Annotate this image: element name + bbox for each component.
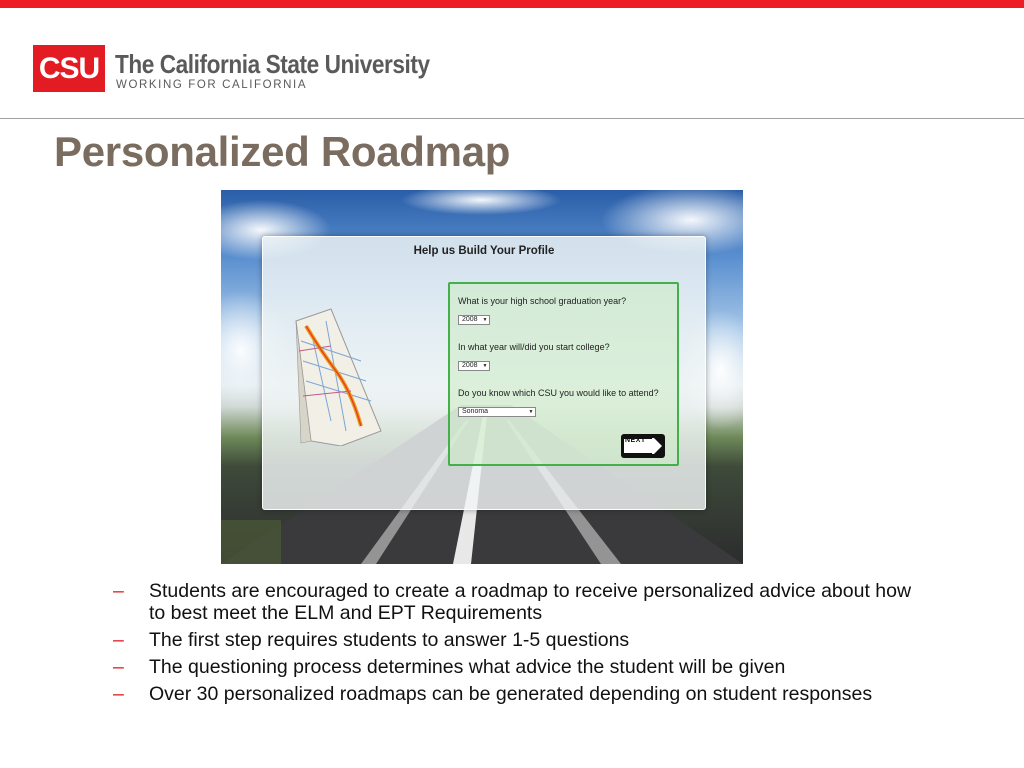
chevron-down-icon: ▼ [482, 363, 488, 369]
start-year-select[interactable]: 2008 ▼ [458, 361, 490, 371]
profile-panel [262, 236, 706, 510]
bullet-dash: – [113, 656, 124, 678]
chevron-down-icon: ▼ [482, 317, 488, 323]
question-start-year: In what year will/did you start college? [458, 342, 610, 352]
csu-logo-subtitle: WORKING FOR CALIFORNIA [116, 79, 308, 91]
top-accent-bar [0, 0, 1024, 8]
list-item: – The questioning process determines what advice the student will be given [113, 656, 786, 678]
profile-form [448, 282, 679, 466]
panel-title: Help us Build Your Profile [413, 245, 555, 257]
bullet-list [113, 580, 913, 710]
next-button-label: NEXT [625, 437, 646, 444]
question-grad-year: What is your high school graduation year? [458, 296, 627, 306]
bullet-dash: – [113, 580, 124, 602]
next-button[interactable] [621, 434, 665, 458]
question-campus: Do you know which CSU you would like to attend? [458, 388, 659, 398]
csu-logo [33, 45, 453, 95]
folded-map-icon [291, 301, 386, 446]
csu-logo-mark: CSU [33, 45, 105, 92]
grad-year-select[interactable]: 2008 ▼ [458, 315, 490, 325]
csu-logo-title: The California State University [115, 49, 430, 79]
list-item: – Over 30 personalized roadmaps can be generated depending on student responses [113, 683, 873, 705]
profile-screenshot [221, 190, 743, 564]
bullet-dash: – [113, 683, 124, 705]
chevron-down-icon: ▼ [528, 409, 534, 415]
list-item: – Students are encouraged to create a roadmap to receive personalized advice about how to best meet the ELM and EPT Requirements [113, 580, 912, 624]
list-item: – The first step requires students to answer 1-5 questions [113, 629, 630, 651]
slide-title: Personalized Roadmap [54, 128, 511, 175]
campus-select[interactable]: Sonoma ▼ [458, 407, 536, 417]
bullet-dash: – [113, 629, 124, 651]
header-divider [0, 118, 1024, 119]
